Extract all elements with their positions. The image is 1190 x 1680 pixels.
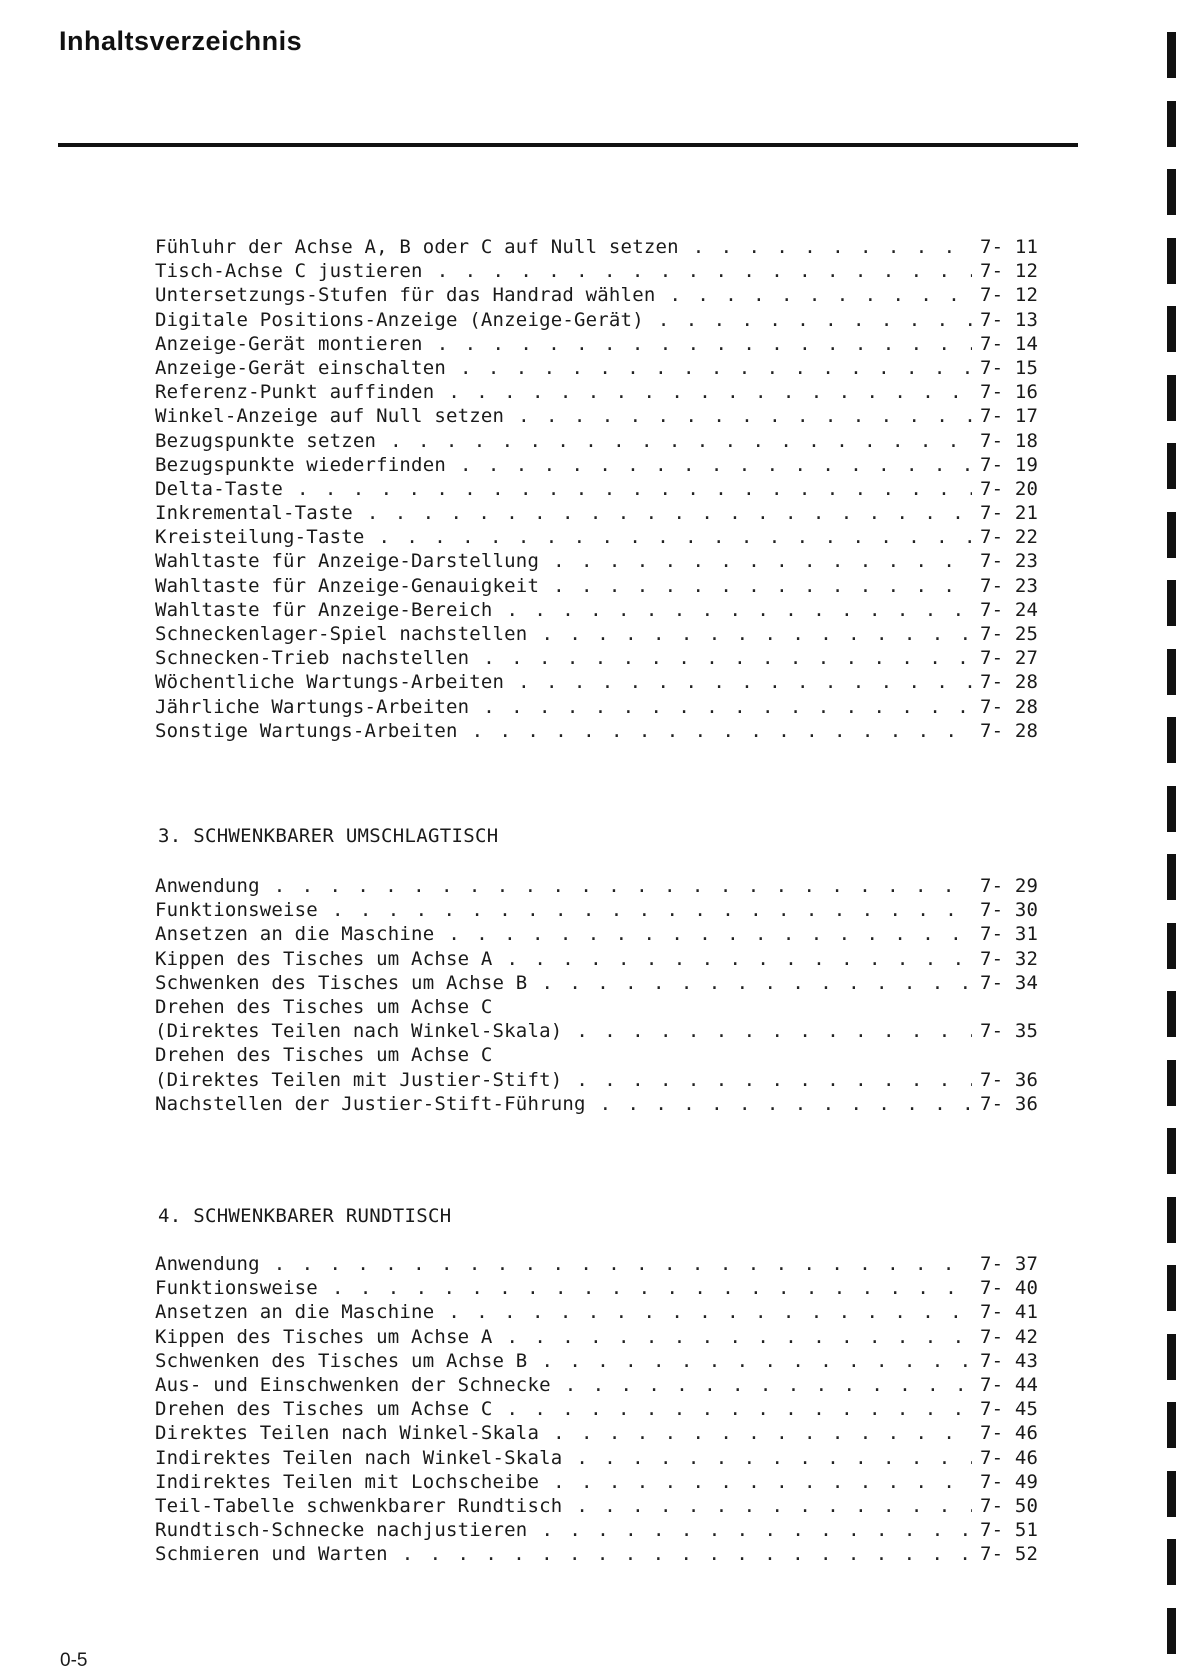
section-4-heading: 4. SCHWENKBARER RUNDTISCH [158,1205,452,1227]
toc-entry [155,283,1040,307]
toc-entry [155,429,1040,453]
toc-entry-label: Aus- und Einschwenken der Schnecke [155,1373,551,1396]
toc-leader-dots [318,1276,972,1300]
toc-entry-label: Direktes Teilen nach Winkel-Skala [155,1422,540,1445]
toc-leader-dots [493,598,972,622]
toc-entry-label: Bezugspunkte setzen [155,429,377,452]
toc-entry-label: Kippen des Tisches um Achse A [155,1325,493,1348]
page-title: Inhaltsverzeichnis [59,26,303,56]
binding-hole-mark [1167,1265,1176,1311]
toc-entry [155,1252,1040,1276]
toc-entry [155,501,1040,525]
toc-entry-page: 7- 52 [980,1543,1039,1566]
toc-leader-dots [318,898,972,922]
toc-entry-page: 7- 36 [980,1068,1039,1091]
binding-hole-mark [1167,238,1176,284]
page-number: 0-5 [60,1650,88,1671]
toc-entry-label: Teil-Tabelle schwenkbarer Rundtisch [155,1494,563,1517]
toc-entry-label: Inkremental-Taste [155,502,353,525]
toc-leader-dots [551,1373,972,1397]
toc-entry [155,1276,1040,1300]
toc-leader-dots [644,308,972,332]
toc-entry-page: 7- 13 [980,308,1039,331]
toc-entry [155,971,1040,995]
toc-entry-label: Funktionsweise [155,1277,318,1300]
toc-entry-label: Wahltaste für Anzeige-Genauigkeit [155,574,540,597]
binding-hole-mark [1167,169,1176,215]
toc-entry [155,1421,1040,1445]
toc-leader-dots [493,947,972,971]
toc-entry-label: Schmieren und Warten [155,1543,388,1566]
toc-entry-page: 7- 28 [980,719,1039,742]
toc-entry-page: 7- 20 [980,477,1039,500]
toc-entry-label: Schnecken-Trieb nachstellen [155,647,470,670]
toc-leader-dots [504,670,972,694]
toc-entry-page: 7- 31 [980,923,1039,946]
toc-entry-page: 7- 21 [980,502,1039,525]
toc-leader-dots [423,332,972,356]
toc-entry [155,1068,1040,1092]
toc-entry [155,356,1040,380]
toc-entry-page: 7- 18 [980,429,1039,452]
toc-entry-page: 7- 16 [980,381,1039,404]
toc-entry [155,259,1040,283]
toc-entry [155,947,1040,971]
toc-entry [155,308,1040,332]
toc-leader-dots [260,874,972,898]
toc-entry-page: 7- 17 [980,405,1039,428]
binding-hole-mark [1167,786,1176,832]
toc-entry-page: 7- 12 [980,284,1039,307]
toc-leader-dots [539,549,972,573]
toc-leader-dots [434,1300,972,1324]
toc-section-2 [155,235,1040,743]
toc-entry-label: Kreisteilung-Taste [155,526,365,549]
toc-leader-dots [260,1252,972,1276]
toc-entry [155,525,1040,549]
toc-entry-page: 7- 42 [980,1325,1039,1348]
binding-hole-mark [1167,1197,1176,1243]
binding-hole-mark [1167,306,1176,352]
toc-entry [155,1325,1040,1349]
toc-entry-page: 7- 41 [980,1301,1039,1324]
toc-leader-dots [679,235,972,259]
toc-entry-page: 7- 35 [980,1020,1039,1043]
toc-leader-dots [388,1542,972,1566]
binding-hole-mark [1167,1334,1176,1380]
toc-entry-label: Rundtisch-Schnecke nachjustieren [155,1519,528,1542]
toc-entry-page: 7- 27 [980,647,1039,670]
toc-leader-dots [458,719,972,743]
toc-leader-dots [562,1019,972,1043]
toc-leader-dots [527,1349,972,1373]
toc-entry-page: 7- 22 [980,526,1039,549]
toc-leader-dots [539,1421,972,1445]
toc-leader-dots [353,501,972,525]
toc-leader-dots [469,646,972,670]
binding-hole-mark [1167,854,1176,900]
binding-hole-mark [1167,717,1176,763]
toc-entry-label: Schwenken des Tisches um Achse B [155,1349,528,1372]
toc-leader-dots [539,574,972,598]
toc-leader-dots [434,380,972,404]
binding-hole-mark [1167,375,1176,421]
binding-hole-mark [1167,101,1176,147]
binding-hole-mark [1167,512,1176,558]
toc-entry [155,332,1040,356]
toc-entry-label: Nachstellen der Justier-Stift-Führung [155,1092,586,1115]
toc-entry [155,695,1040,719]
toc-entry-label: Referenz-Punkt auffinden [155,381,435,404]
toc-entry-label: Sonstige Wartungs-Arbeiten [155,719,458,742]
binding-hole-mark [1167,32,1176,78]
toc-entry-label: Schwenken des Tisches um Achse B [155,971,528,994]
toc-leader-dots [283,477,972,501]
toc-entry-label: Winkel-Anzeige auf Null setzen [155,405,505,428]
toc-entry-label: Drehen des Tisches um Achse C [155,1044,493,1067]
toc-entry-label: Tisch-Achse C justieren [155,260,423,283]
toc-entry [155,574,1040,598]
toc-entry [155,646,1040,670]
toc-entry [155,1373,1040,1397]
toc-entry [155,670,1040,694]
toc-entry [155,1019,1040,1043]
toc-entry [155,1518,1040,1542]
toc-entry-page: 7- 46 [980,1446,1039,1469]
toc-entry-label: Ansetzen an die Maschine [155,1301,435,1324]
toc-entry-label: Kippen des Tisches um Achse A [155,947,493,970]
toc-entry [155,1092,1040,1116]
toc-leader-dots [562,1446,972,1470]
toc-entry-label: Indirektes Teilen nach Winkel-Skala [155,1446,563,1469]
toc-entry-page: 7- 12 [980,260,1039,283]
binding-hole-mark [1167,991,1176,1037]
binding-hole-mark [1167,1060,1176,1106]
toc-entry [155,1446,1040,1470]
toc-entry [155,453,1040,477]
toc-entry-page: 7- 43 [980,1349,1039,1372]
toc-entry [155,995,1040,1019]
binding-hole-mark [1167,1402,1176,1448]
toc-entry [155,1300,1040,1324]
toc-entry-label: Drehen des Tisches um Achse C [155,1398,493,1421]
toc-entry [155,598,1040,622]
toc-entry-page: 7- 37 [980,1253,1039,1275]
header-rule [58,143,1078,147]
toc-leader-dots [527,971,972,995]
toc-entry [155,719,1040,743]
toc-leader-dots [469,695,972,719]
toc-leader-dots [586,1092,972,1116]
toc-entry-label: Jährliche Wartungs-Arbeiten [155,695,470,718]
toc-leader-dots [376,429,972,453]
toc-entry-page: 7- 32 [980,947,1039,970]
toc-leader-dots [655,283,972,307]
binding-hole-mark [1167,443,1176,489]
binding-hole-mark [1167,1128,1176,1174]
toc-entry-page: 7- 19 [980,453,1039,476]
binding-hole-mark [1167,923,1176,969]
toc-leader-dots [493,1397,972,1421]
toc-leader-dots [504,404,972,428]
toc-entry-page: 7- 36 [980,1092,1039,1115]
toc-entry-page: 7- 44 [980,1373,1039,1396]
toc-entry-label: (Direktes Teilen nach Winkel-Skala) [155,1020,563,1043]
toc-entry [155,404,1040,428]
toc-entry-label: Delta-Taste [155,477,284,500]
toc-entry-label: Wahltaste für Anzeige-Bereich [155,598,493,621]
toc-entry-page: 7- 40 [980,1277,1039,1300]
toc-section-4 [155,1252,1040,1566]
binding-hole-mark [1167,1539,1176,1585]
toc-entry-label: Anwendung [155,875,260,897]
toc-entry-page: 7- 50 [980,1494,1039,1517]
toc-entry-page: 7- 15 [980,356,1039,379]
toc-entry-label: Drehen des Tisches um Achse C [155,995,493,1018]
toc-entry-label: Ansetzen an die Maschine [155,923,435,946]
toc-entry [155,1470,1040,1494]
toc-entry-label: Wöchentliche Wartungs-Arbeiten [155,671,505,694]
toc-entry-label: Anzeige-Gerät einschalten [155,356,446,379]
binding-hole-mark [1167,649,1176,695]
toc-leader-dots [423,259,972,283]
toc-entry [155,1349,1040,1373]
toc-entry-label: Schneckenlager-Spiel nachstellen [155,623,528,645]
toc-entry-page: 7- 25 [980,623,1039,645]
toc-entry [155,235,1040,259]
toc-leader-dots [562,1068,972,1092]
toc-entry [155,1397,1040,1421]
toc-entry-page: 7- 29 [980,875,1039,897]
toc-entry-label: Funktionsweise [155,899,318,922]
toc-entry [155,549,1040,573]
toc-leader-dots [446,356,972,380]
toc-leader-dots [539,1470,972,1494]
toc-entry [155,1494,1040,1518]
toc-leader-dots [562,1494,972,1518]
toc-entry-page: 7- 24 [980,598,1039,621]
toc-entry [155,477,1040,501]
toc-entry-label: Bezugspunkte wiederfinden [155,453,446,476]
section-3-heading: 3. SCHWENKBARER UMSCHLAGTISCH [158,825,499,847]
toc-leader-dots [434,922,972,946]
toc-leader-dots [527,1518,972,1542]
toc-leader-dots [527,622,972,646]
toc-entry-page: 7- 14 [980,332,1039,355]
toc-entry-label: (Direktes Teilen mit Justier-Stift) [155,1068,563,1091]
toc-entry [155,380,1040,404]
ring-binding-strip [1150,0,1190,1680]
toc-entry [155,1043,1040,1067]
toc-entry-page: 7- 46 [980,1422,1039,1445]
toc-leader-dots [365,525,972,549]
toc-entry-label: Fühluhr der Achse A, B oder C auf Null setzen [155,236,679,258]
toc-entry-label: Digitale Positions-Anzeige (Anzeige-Gerät) [155,308,644,331]
toc-entry-page: 7- 49 [980,1470,1039,1493]
toc-entry [155,922,1040,946]
toc-entry [155,1542,1040,1566]
toc-entry-page: 7- 45 [980,1398,1039,1421]
toc-entry-label: Anwendung [155,1253,260,1275]
toc-entry-page: 7- 23 [980,574,1039,597]
toc-entry [155,898,1040,922]
binding-hole-mark [1167,1471,1176,1517]
binding-hole-mark [1167,1608,1176,1654]
toc-section-3 [155,874,1040,1116]
toc-entry-page: 7- 28 [980,695,1039,718]
toc-entry-page: 7- 28 [980,671,1039,694]
toc-entry-page: 7- 11 [980,236,1039,258]
toc-entry [155,874,1040,898]
toc-entry-page: 7- 30 [980,899,1039,922]
toc-leader-dots [446,453,972,477]
toc-entry-label: Untersetzungs-Stufen für das Handrad wählen [155,284,656,307]
toc-entry-page: 7- 23 [980,550,1039,573]
toc-leader-dots [493,1325,972,1349]
toc-entry-label: Wahltaste für Anzeige-Darstellung [155,550,540,573]
toc-entry [155,622,1040,646]
toc-entry-label: Anzeige-Gerät montieren [155,332,423,355]
binding-hole-mark [1167,580,1176,626]
toc-entry-page: 7- 51 [980,1519,1039,1542]
toc-entry-page: 7- 34 [980,971,1039,994]
toc-entry-label: Indirektes Teilen mit Lochscheibe [155,1470,540,1493]
